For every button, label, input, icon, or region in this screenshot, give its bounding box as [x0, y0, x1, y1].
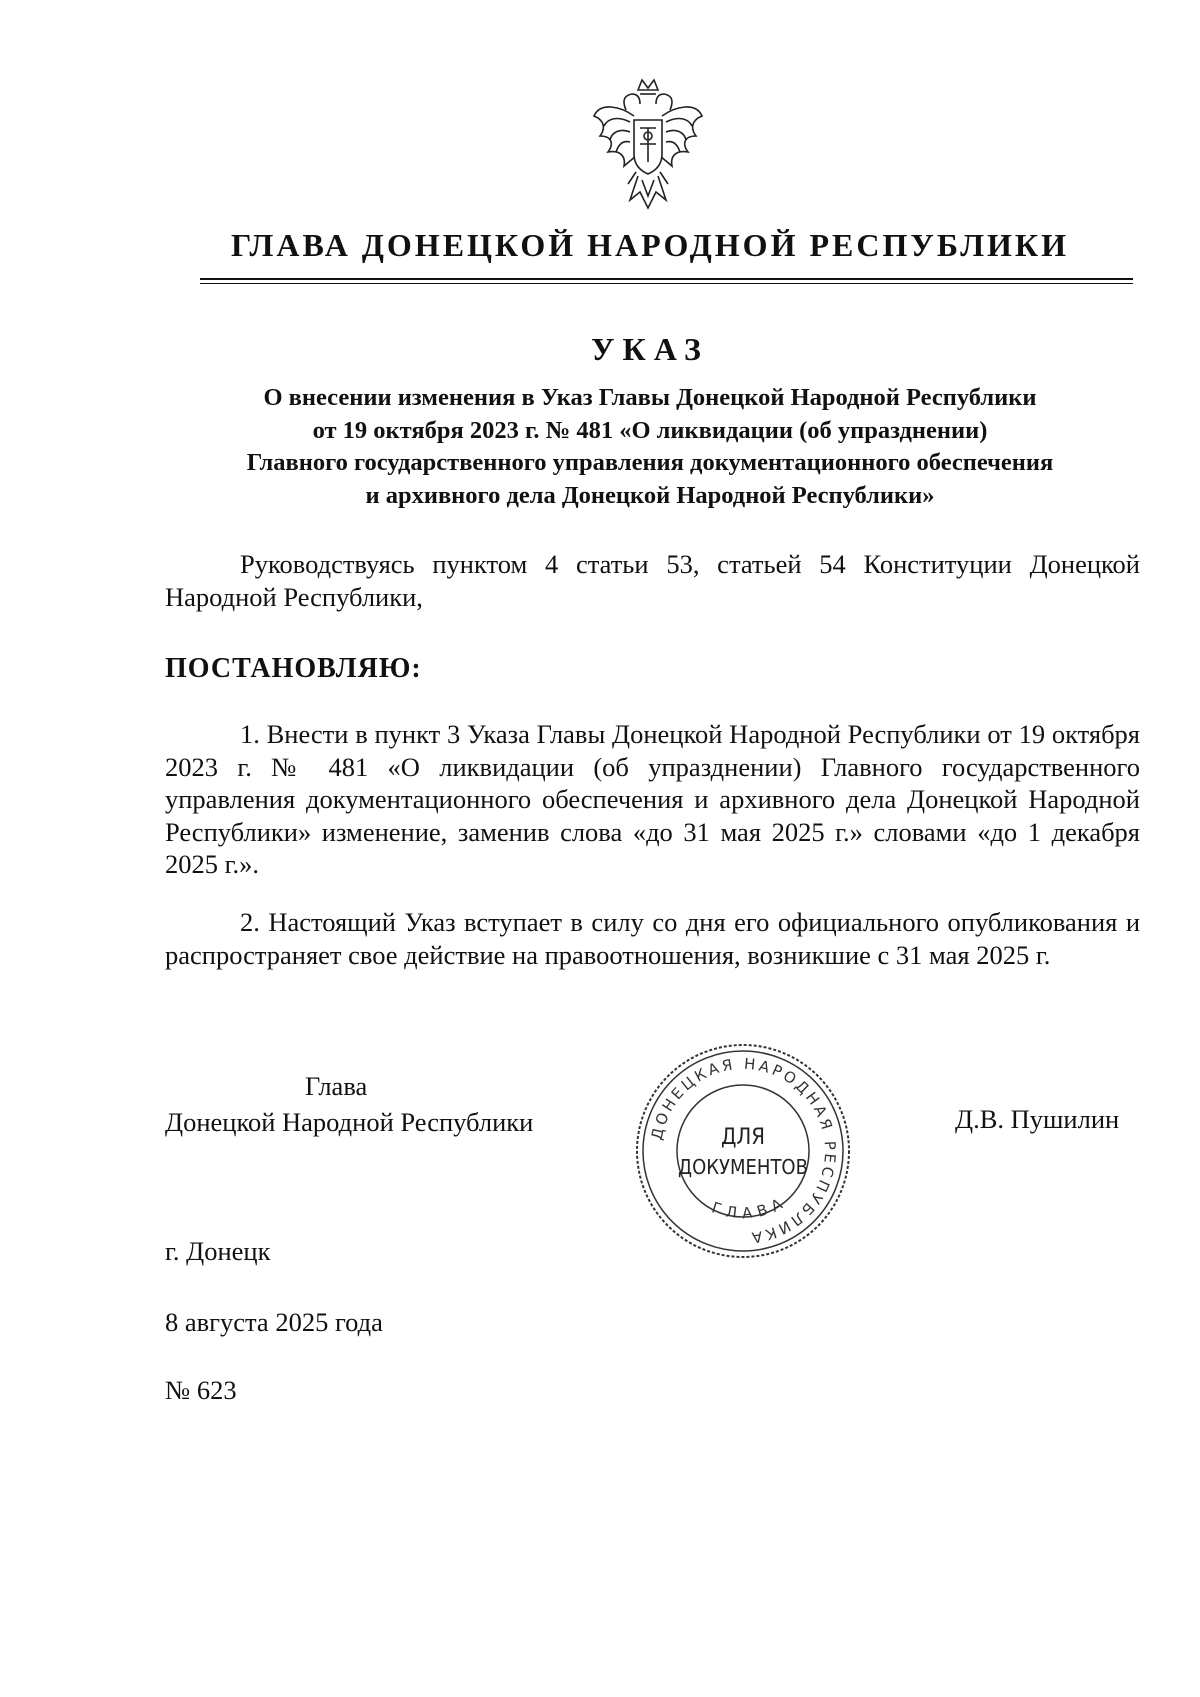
- stamp-center-line-1: ДЛЯ: [720, 1125, 766, 1150]
- stamp-ring-text: ДОНЕЦКАЯ НАРОДНАЯ РЕСПУБЛИКА: [647, 1054, 840, 1247]
- decree-item-1: 1. Внести в пункт 3 Указа Главы Донецкой Народной Республики от 19 октября 2023 г. № 481 «О ликвидации (об упразднении) Главного государственного управления документационного обеспечения и архивного дела Донецкой Народной Республики» изменение, заменив слова «до 31 мая 2025 г.» словами «до 1 декабря 2025 г.».: [165, 719, 1140, 879]
- issuer-title: ГЛАВА ДОНЕЦКОЙ НАРОДНОЙ РЕСПУБЛИКИ: [230, 227, 1070, 263]
- preamble-paragraph: Руководствуясь пунктом 4 статьи 53, статьей 54 Конституции Донецкой Народной Республики,: [165, 549, 1140, 612]
- subject-line: Главного государственного управления документационного обеспечения: [246, 449, 1054, 476]
- header-rule-thick: [200, 278, 1133, 280]
- official-stamp: [628, 1036, 858, 1266]
- subject-line: и архивного дела Донецкой Народной Республики»: [365, 481, 935, 509]
- coat-of-arms-emblem: [590, 76, 706, 220]
- document-number: № 623: [165, 1375, 237, 1405]
- position-line-2: Донецкой Народной Республики: [165, 1107, 534, 1137]
- stamp-outer-ring: [637, 1045, 849, 1257]
- subject-line: О внесении изменения в Указ Главы Донецкой Народной Республики: [263, 384, 1037, 411]
- decree-operative-word: ПОСТАНОВЛЯЮ:: [165, 653, 422, 684]
- stamp-center-line-2: ДОКУМЕНТОВ: [678, 1155, 808, 1179]
- document-subject: [160, 382, 1140, 512]
- stamp-bottom-text: ГЛАВА: [709, 1192, 791, 1223]
- signatory-position: [165, 1068, 533, 1140]
- signatory-name: Д.В. Пушилин: [955, 1104, 1120, 1134]
- decree-item-2: 2. Настоящий Указ вступает в силу со дня его официального опубликования и распространяет свое действие на правоотношения, возникшие с 31 мая 2025 г.: [165, 907, 1140, 970]
- document-type: УКАЗ: [591, 331, 709, 367]
- header-rule-thin: [200, 283, 1133, 284]
- subject-line: от 19 октября 2023 г. № 481 «О ликвидации (об упразднении): [312, 416, 988, 444]
- position-line-1: Глава: [305, 1071, 368, 1101]
- stamp-inner-ring: [677, 1085, 809, 1217]
- issue-place: г. Донецк: [165, 1236, 271, 1266]
- issue-date: 8 августа 2025 года: [165, 1307, 383, 1337]
